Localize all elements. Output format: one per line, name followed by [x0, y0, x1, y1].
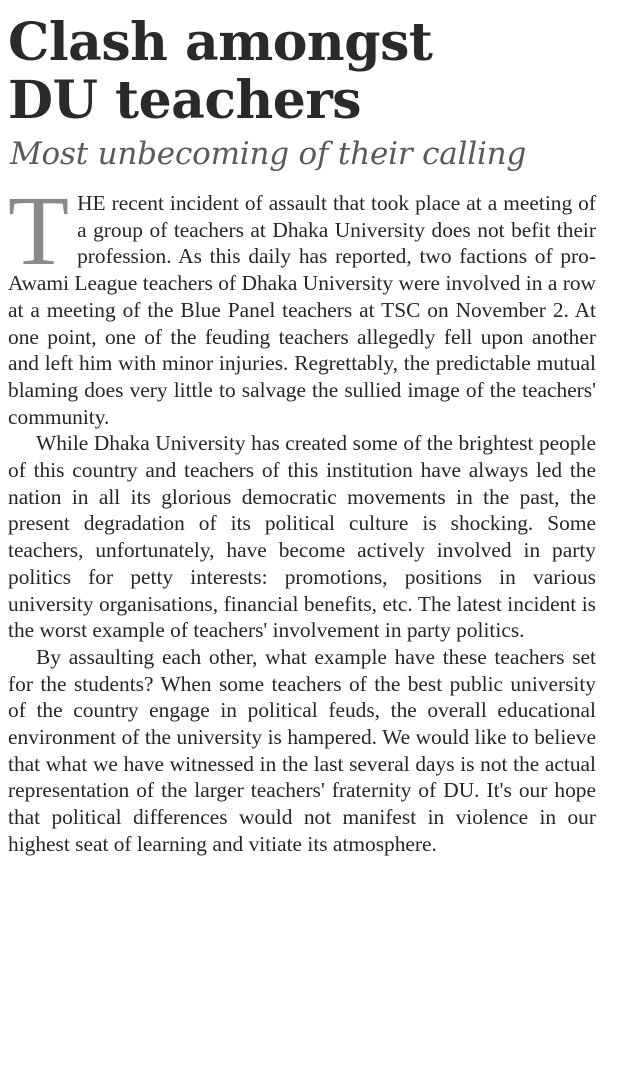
paragraph-1 — [8, 175, 596, 430]
subheadline: Most unbecoming of their calling — [10, 136, 527, 172]
headline — [8, 14, 596, 130]
paragraph-1-text: HE recent incident of assault that took place at a meeting of a group of teachers at Dhaka University does not befit their profession. As this daily has reported, two factions of pro-Awami League teachers of Dhaka University were involved in a row at a meeting of the Blue Panel teachers at TSC on November 2. At one point, one of the feuding teachers allegedly fell upon another and left him with minor injuries. Regrettably, the predictable mutual blaming does very little to salvage the sullied image of the teachers' community. — [8, 191, 596, 429]
headline-line-2: DU teachers — [8, 70, 362, 131]
headline-line-1: Clash amongst — [8, 12, 433, 73]
editorial-article — [8, 14, 596, 858]
paragraph-2: While Dhaka University has created some of the brightest people of this country and teachers of this institution have always led the nation in all its glorious democratic movements in the past, the present degradation of its political culture is shocking. Some teachers, unfortunately, have become actively involved in party politics for petty interests: promotions, positions in various university organisations, financial benefits, etc. The latest incident is the worst example of teachers' involvement in party politics. — [8, 431, 596, 643]
drop-cap: T — [8, 175, 70, 286]
paragraph-3: By assaulting each other, what example have these teachers set for the students? When some teachers of the best public university of the country engage in political feuds, the overall educational environment of the university is hampered. We would like to believe that what we have witnessed in the last several days is not the actual representation of the larger teachers' fraternity of DU. It's our hope that political differences would not manifest in violence in our highest seat of learning and vitiate its atmosphere. — [8, 644, 596, 856]
article-body — [8, 175, 596, 858]
